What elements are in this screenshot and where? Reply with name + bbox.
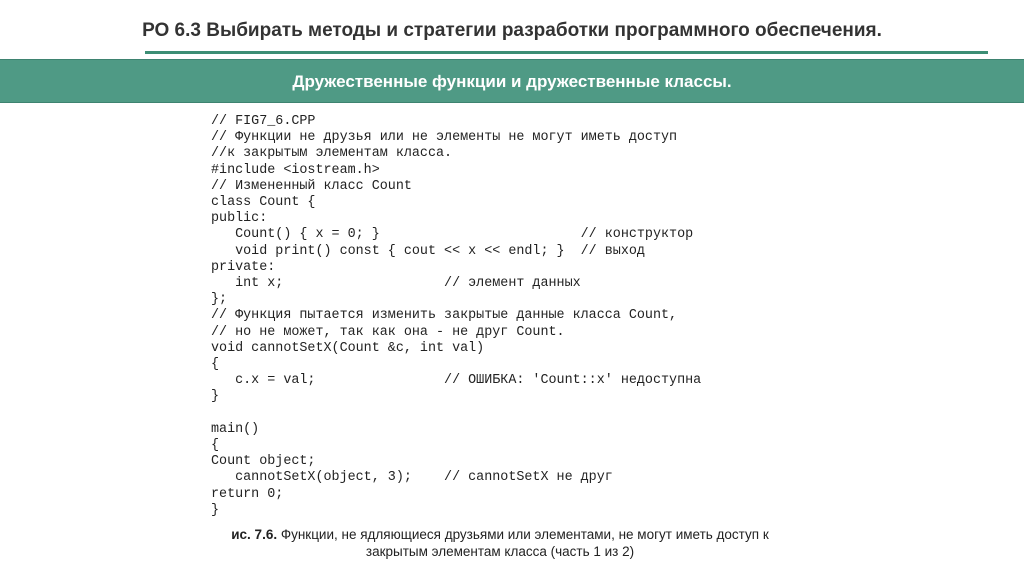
code-line: // Функция пытается изменить закрытые данные класса Count, bbox=[211, 308, 678, 324]
code-line: main() bbox=[211, 421, 260, 437]
figure-caption bbox=[200, 526, 800, 560]
section-banner bbox=[0, 59, 1024, 103]
code-line: void print() const { cout << x << endl; } // выход bbox=[211, 243, 645, 259]
code-line: #include <iostream.h> bbox=[211, 162, 380, 178]
code-line: { bbox=[211, 357, 220, 373]
code-line: { bbox=[211, 438, 220, 454]
code-line: Count object; bbox=[211, 454, 316, 470]
code-line: } bbox=[211, 502, 220, 518]
banner-title: Дружественные функции и дружественные классы. bbox=[292, 72, 732, 91]
code-line: cannotSetX(object, 3); // cannotSetX не друг bbox=[211, 470, 613, 486]
code-line: class Count { bbox=[211, 195, 316, 211]
caption-text: Функции, не ядляющиеся друзьями или элементами, не могут иметь доступ к bbox=[277, 527, 769, 542]
code-line: // но не может, так как она - не друг Count. bbox=[211, 324, 565, 340]
code-line: }; bbox=[211, 292, 228, 308]
code-line: return 0; bbox=[211, 486, 284, 502]
code-line: c.x = val; // ОШИБКА: 'Count::x' недоступна bbox=[211, 373, 702, 389]
title-underline bbox=[145, 51, 988, 54]
code-listing bbox=[211, 114, 701, 519]
figure-label: ис. 7.6. bbox=[231, 527, 278, 542]
slide-title: РО 6.3 Выбирать методы и стратегии разработки программного обеспечения. bbox=[142, 20, 882, 41]
code-line: public: bbox=[211, 211, 268, 227]
code-line: // Измененный класс Count bbox=[211, 178, 412, 194]
code-line: // Функции не друзья или не элементы не могут иметь доступ bbox=[211, 130, 678, 146]
caption-line-2: закрытым элементам класса (часть 1 из 2) bbox=[365, 544, 635, 559]
code-line: void cannotSetX(Count &c, int val) bbox=[211, 340, 485, 356]
code-line: private: bbox=[211, 259, 276, 275]
code-line: } bbox=[211, 389, 220, 405]
code-line: int x; // элемент данных bbox=[211, 276, 581, 292]
code-line: //к закрытым элементам класса. bbox=[211, 146, 453, 162]
code-line: Count() { x = 0; } // конструктор bbox=[211, 227, 694, 243]
code-line: // FIG7_6.CPP bbox=[211, 114, 316, 129]
